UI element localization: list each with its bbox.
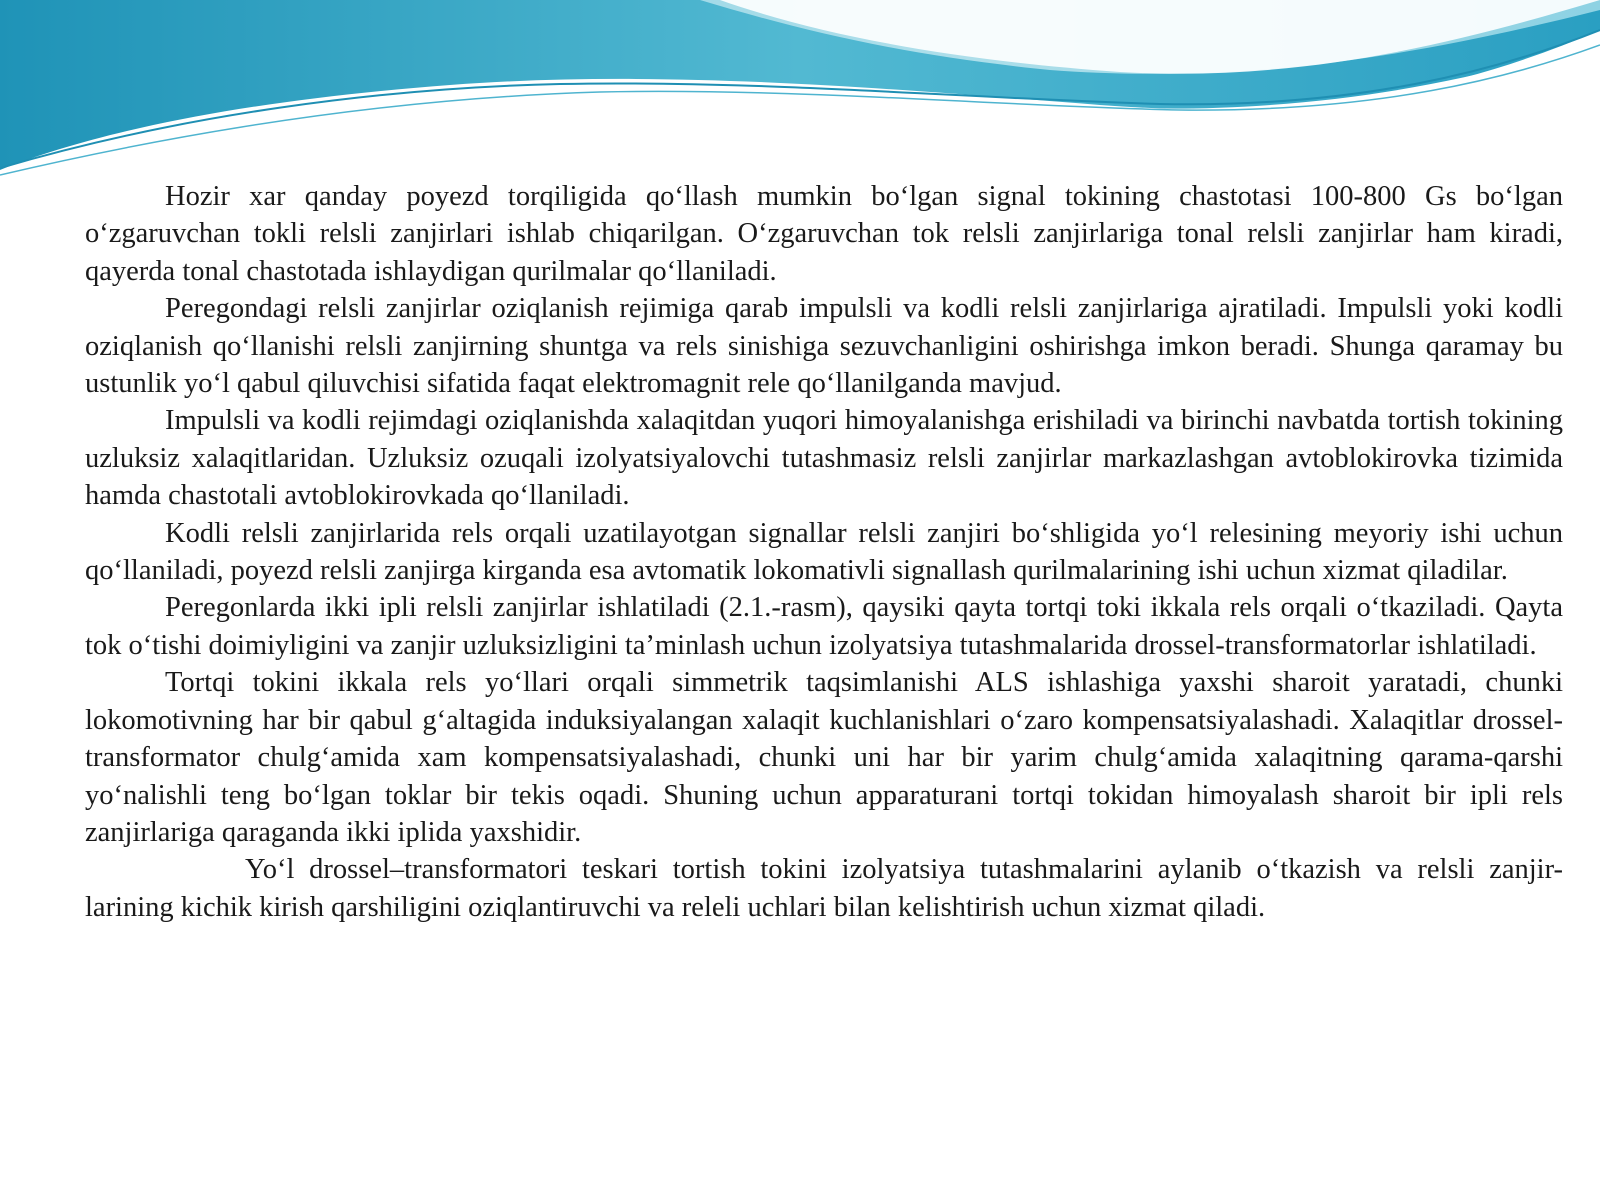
paragraph: Hozir xar qanday poyezd torqiligida qo‘llash mumkin bo‘lgan signal tokining chastotasi 100-800 Gs bo‘lgan o‘zgaruvchan tokli relsli zanjirlari ishlab chiqarilgan. O‘zgaruvchan tok relsli zanjirlariga tonal relsli zanjirlar ham kiradi, qayerda tonal chastotada ishlaydigan qurilmalar qo‘llaniladi. (85, 181, 1563, 287)
paragraph: Peregondagi relsli zanjirlar oziqlanish rejimiga qarab impulsli va kodli relsli zanjirlariga ajratiladi. Impulsli yoki kodli oziqlanish qo‘llanishi relsli zanjirning shuntga va rels sinishiga sezuvchanligini oshirishga imkon beradi. Shunga qaramay bu ustunlik yo‘l qabul qiluvchisi sifatida faqat elektromagnit rele qo‘llanilganda mavjud. (85, 293, 1563, 400)
paragraph: Tortqi tokini ikkala rels yo‘llari orqali simmetrik taqsimlanishi ALS ishlashiga yaxshi sharoit yaratadi, chunki lokomotivning har bir qabul g‘altagida induksiyalangan xalaqit kuchlanishlari o‘zaro kompensatsiyalashadi. Xalaqitlar drossel-transformator chulg‘amida xam kompensatsiyalashadi, chunki uni har bir yarim chulg‘amida xalaqitning qarama-qarshi yo‘nalishli teng bo‘lgan toklar bir tekis oqadi. Shuning uchun apparaturani tortqi tokidan himoyalash sharoit bir ipli rels zanjirlariga qaraganda ikki iplida yaxshidir. (85, 667, 1563, 848)
blue-wave-header (0, 0, 1600, 190)
paragraph: Yo‘l drossel–transformatori teskari tortish tokini izolyatsiya tutashmalarini aylanib o‘tkazish va relsli zanjir-larining kichik kirish qarshiligini oziqlantiruvchi va releli uchlari bilan kelishtirish uchun xizmat qiladi. (85, 854, 1563, 923)
body-text (85, 178, 1563, 926)
paragraph: Kodli relsli zanjirlarida rels orqali uzatilayotgan signallar relsli zanjiri bo‘shligida yo‘l relesining meyoriy ishi uchun qo‘llaniladi, poyezd relsli zanjirga kirganda esa avtomatik lokomativli signallash qurilmalarining ishi uchun xizmat qiladilar. (85, 517, 1563, 587)
paragraph: Peregonlarda ikki ipli relsli zanjirlar ishlatiladi (2.1.-rasm), qaysiki qayta tortqi toki ikkala rels orqali o‘tkaziladi. Qayta tok o‘tishi doimiyligini va zanjir uzluksizligini ta’minlash uchun izolyatsiya tutashmalarida drossel-transformatorlar ishlatiladi. (85, 592, 1563, 661)
paragraph: Impulsli va kodli rejimdagi oziqlanishda xalaqitdan yuqori himoyalanishga erishiladi va birinchi navbatda tortish tokining uzluksiz xalaqitlaridan. Uzluksiz ozuqali izolyatsiyalovchi tutashmasiz relsli zanjirlar markazlashgan avtoblokirovka tizimida hamda chastotali avtoblokirovkada qo‘llaniladi. (85, 405, 1563, 512)
